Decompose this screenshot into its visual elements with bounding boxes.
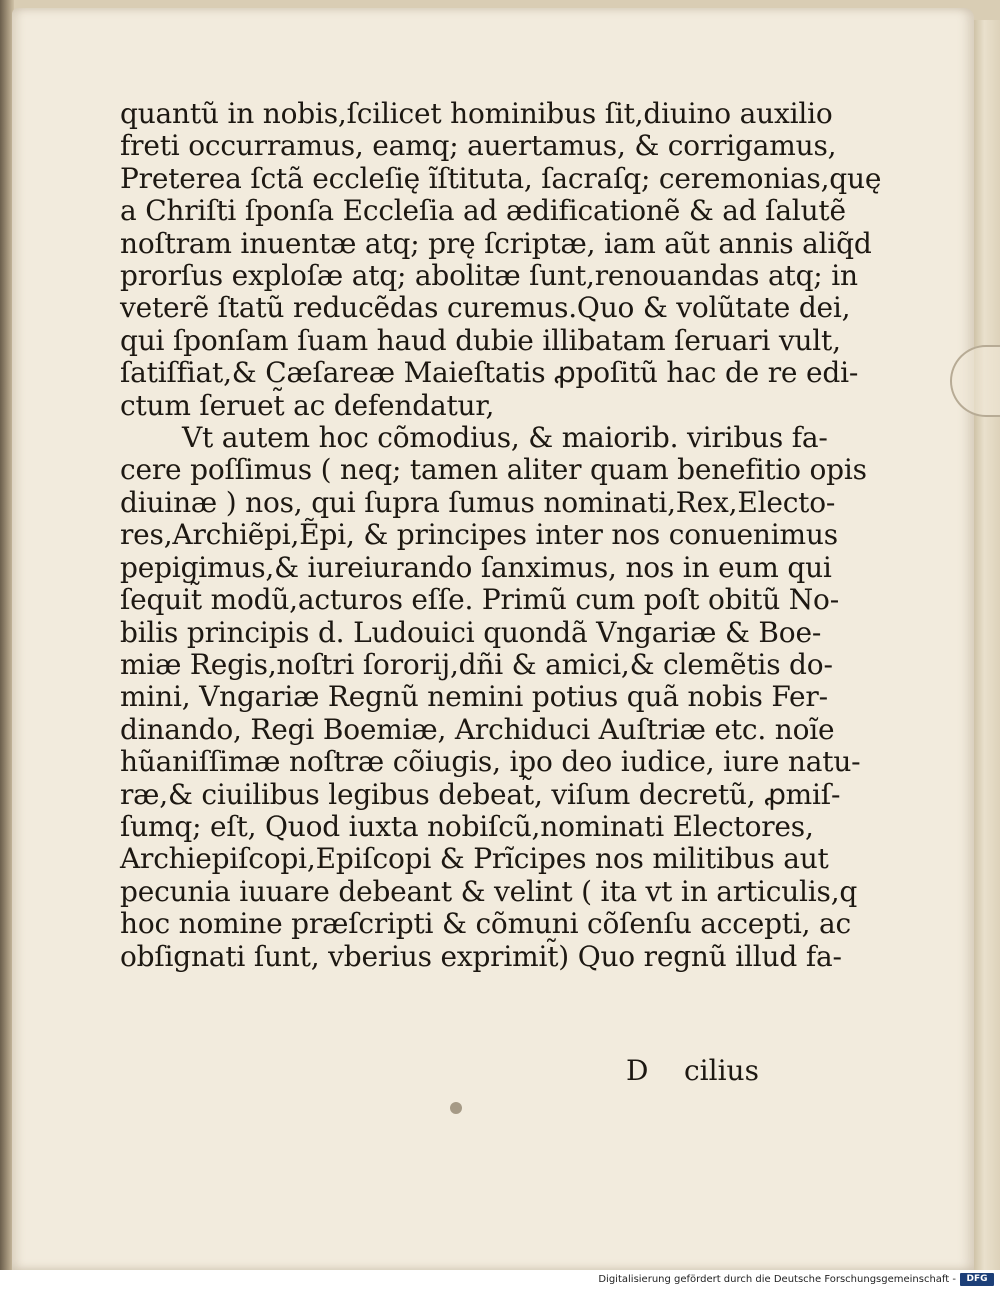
text-line: ctum ſeruet̃ ac defendatur, [120,388,495,422]
text-line: hũaniſſimæ noſtræ cõiugis, ipo deo iudice, iure natu- [120,745,861,779]
text-line: miæ Regis,noſtri ſororij,dñi & amici,& clemẽtis do- [120,647,833,681]
text-line: ſumq; eſt, Quod iuxta nobiſcũ,nominati Electores, [120,809,814,843]
text-line: ræ,& ciuilibus legibus debeat̃, viſum decretũ, ꝓmiſ- [120,777,841,811]
dfg-logo: DFG [960,1273,994,1286]
digitization-footer [0,1270,1000,1290]
text-line: res,Archiẽpi,Ẽpi, & principes inter nos conuenimus [120,518,838,552]
text-line: prorſus exploſæ atq; abolitæ ſunt,renouandas atq; in [120,259,858,293]
catchword: cilius [684,1054,759,1087]
signature-mark: D [626,1054,649,1087]
text-line: a Chriſti ſponſa Eccleſia ad ædificationẽ & ad ſalutẽ [120,194,846,228]
text-line: noſtram inuentæ atq; prę ſcriptæ, iam aũt annis aliq̃d [120,226,872,260]
text-line: Archiepiſcopi,Epiſcopi & Prĩcipes nos militibus aut [120,842,829,876]
text-line: veterẽ ſtatũ reducẽdas curemus.Quo & volũtate dei, [120,291,851,325]
text-line: pepigimus,& iureiurando ſanximus, nos in eum qui [120,550,832,584]
text-line: pecunia iuuare debeant & velint ( ita vt in articulis,q [120,874,858,908]
text-line: bilis principis d. Ludouici quondã Vngariæ & Boe- [120,615,822,649]
paper-spot [450,1102,462,1114]
text-line: ſequit̃ modũ,acturos eſſe. Primũ cum poſt obitũ No- [120,583,839,617]
text-line: mini, Vngariæ Regnũ nemini potius quã nobis Fer- [120,680,828,714]
text-line: obſignati ſunt, vberius exprimit̃) Quo regnũ illud fa- [120,939,842,973]
text-line: dinando, Regi Boemiæ, Archiduci Auſtriæ etc. noĩe [120,712,835,746]
paragraph-start-line: Vt autem hoc cõmodius, & maiorib. viribus fa- [182,421,828,455]
text-line: freti occurramus, eamq; auertamus, & corrigamus, [120,129,837,163]
text-line: Preterea ſctã eccleſię ĩſtituta, ſacraſq; ceremonias,quę [120,161,882,195]
text-line: quantũ in nobis,ſcilicet hominibus ſit,diuino auxilio [120,97,833,130]
text-line: hoc nomine præſcripti & cõmuni cõſenſu accepti, ac [120,907,851,941]
body-text [120,97,882,973]
page-stack-edge [974,20,1000,1270]
text-line: cere poſſimus ( neq; tamen aliter quam benefitio opis [120,453,867,487]
text-line: diuinæ ) nos, qui ſupra ſumus nominati,Rex,Electo- [120,485,836,519]
text-line: ſatiſfiat,& Cæſareæ Maieſtatis ꝓpoſitũ hac de re edi- [120,356,859,390]
footer-credit: Digitalisierung gefördert durch die Deutsche Forschungsgemeinschaft - [598,1274,956,1285]
signature-and-catchword [626,1054,759,1087]
text-line: qui ſponſam ſuam haud dubie illibatam ſeruari vult, [120,323,841,357]
